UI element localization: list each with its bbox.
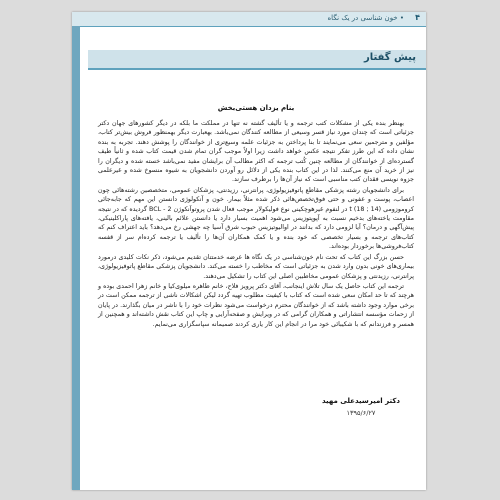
paragraph: بهنظر بنده یکی از مشکلات کتب ترجمه و یا تألیف گشته نه تنها در مملکت ما بلکه در دیگر کشورهای جهان دکتر جزئیاتی است که چندان مورد نیاز قسر وسیعی از مطالعه کنندگان نمی‌باشد. بهعبارت دیگر بهمنظور فروش بیش‌تر کتاب، مؤلفین و مترجمین سعی می‌نمایند تا بنا پرداختن به جزئیات علمه وسیع‌تری از خوانندگان را پوشش دهند. تجربه به بنده نشان داده که این طرز تفکر نتیجه عکس خواهد داشت زیرا اولاً موجب گران تمام شدن قیمت کتاب شده و ثانیاً طیف گسترده‌ای از خوانندگان از مطالعه چنین کُتب ترجمه که اکثر مطالب آن برایشان مفید نمی‌باشد خسته شده و دیگران را نیز از خرید آن منع می‌کنند. لذا در این کتاب بنده یکی از دلائل رو آوردن دانشجویان به شیوه منسوخ شده و غیرعلمی جزوه نویسی فقدان کتب مناسبی است که نیاز آن‌ها را برطرف سازند. xyxy=(98,120,414,184)
section-title-bar xyxy=(88,50,426,70)
page-number: ۴ xyxy=(415,13,420,22)
signature-date: ۱۳۹۵/۶/۲۷ xyxy=(346,409,376,417)
author-name: دکتر امیرسیدعلی مهید xyxy=(321,397,400,405)
invocation-line: بنام یزدان هستی‌بخش xyxy=(217,104,295,112)
paragraph: ترجمه این کتاب حاصل یک سال تلاش اینجانب، آقای دکتر پرویز فلاح، خانم طاهره میلوی‌کیا و خانم زهرا احمدی بوده و هرچند که تا حد امکان سعی شده است که کتاب با کیفیت مطلوب تهیه گردد لیکن اشکالات ناشی از ترجمه ممکن است در برخی موارد وجود داشته باشد که از خوانندگان محترم درخواست می‌شود نظرات خود را با ناشر در میان بگذارند. در پایان از زحمات مؤسسه انتشاراتی و همکاران گرامی که در ویرایش و صفحه‌آرایی و چاپ این کتاب نقش داشته‌اند و همچنین از همسر و فرزندانم که با شکیبائی خود مرا در انجام این کار یاری کردند صمیمانه سپاسگزاری می‌نمایم. xyxy=(98,282,414,328)
signature-block xyxy=(322,397,400,417)
paragraph: حسن بزرگ این کتاب که تحت نام خون‌شناسی در یک نگاه ها عرضه خدمتتان تقدیم می‌شود، ذکر نکات کلیدی درمورد بیماری‌های خونی بدون وارد شدن به جزئیاتی است که مخاطب را خسته می‌کند. دانشجویان پزشکی مقاطع پاتوفیزیولوژی، پرانترنی، رزیدنتی و پزشکان عمومی مخاطبین اصلی این کتاب را تشکیل می‌دهند. xyxy=(98,253,414,280)
running-title: • خون شناسی در یک نگاه xyxy=(327,14,404,22)
left-color-tab xyxy=(72,26,80,490)
paragraph: برای دانشجویان رشته پزشکی مقاطع پاتوفیزیولوژی، پرانترنی، رزیدنتی، پزشکان عمومی، متخصصین رشته‌هائی چون اعصاب، پوست و عفونی و حتی فوق‌تخصص‌هائی ذکر شده مثلاً بیمار. خون و آنکولوژی دانستن این مهم که جابه‌جائی کروموزومی (14 ; 18) t در لنفوم غیرهوچکینی نوع فولیکولار موجب فعال شدن پروتوآنکوژن BCL - 2 گردیده که در نتیجه مقاومت یاخته‌های بدخیم نسبت به آپوپتوزیس می‌شود اهمیت بسیار دارد یا دانستن علائم بالینی، یافته‌های پاراکلینیکی، پیش‌آگهی و درمان؟ آیا لزومی دارد که بدانند در اوالیوتیزیس حبوب شرق آسیا چه جهشی رخ می‌دهد؟ باید اعتراف کنم که کتاب‌های ترجمه و بسیار تخصصی که خود بنده و یا کمک همکاران آن‌ها را تألیف یا ترجمه کرده‌ام سر از قفسه کتاب‌فروشی‌ها برخوردار بوده‌اند. xyxy=(98,186,414,251)
section-title: پیش گفتار xyxy=(363,52,416,63)
preface-body xyxy=(98,104,414,330)
book-page xyxy=(72,12,426,490)
running-header xyxy=(72,12,426,27)
